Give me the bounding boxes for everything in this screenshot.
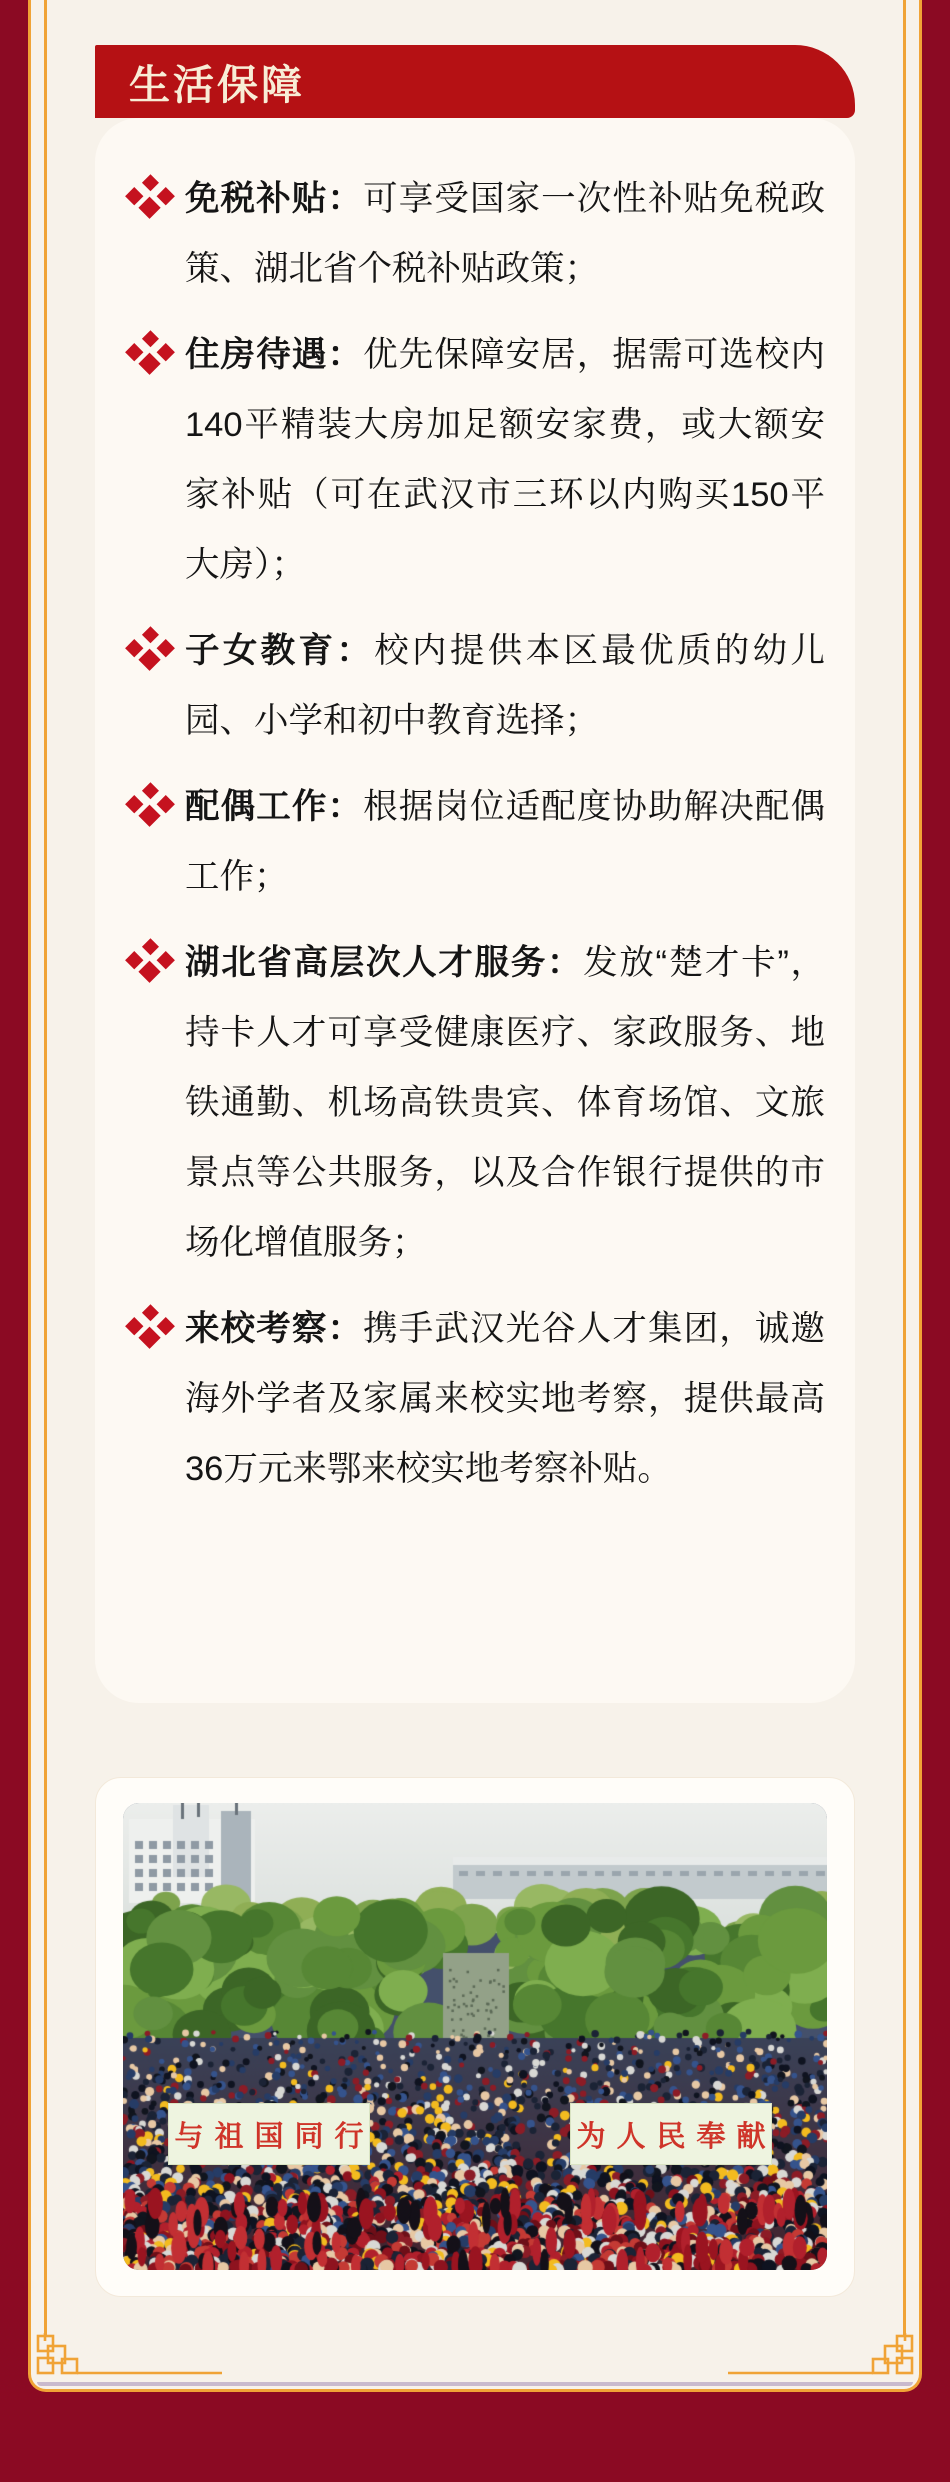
benefit-text: 携手武汉光谷人才集团，诚邀海外学者及家属来校实地考察，提供最高36万元来鄂来校实地考察补贴。 (185, 1310, 826, 1488)
benefit-item (125, 164, 825, 304)
corner-ornament-right (724, 2333, 914, 2381)
benefit-label: 子女教育： (185, 632, 375, 670)
lavender-edge-strip (37, 2382, 913, 2386)
benefit-item (125, 1294, 825, 1504)
benefit-label: 来校考察： (185, 1310, 364, 1348)
left-banner-board (168, 2103, 375, 2165)
benefit-label: 湖北省高层次人才服务： (185, 944, 584, 982)
benefit-item (125, 772, 825, 912)
benefits-card (95, 118, 855, 1703)
content-panel (28, 0, 922, 2392)
right-banner-text: 为人民奉献 (576, 2120, 777, 2153)
diamond-cluster-icon (123, 330, 177, 380)
diamond-cluster-icon (123, 782, 177, 832)
left-banner-text: 与祖国同行 (174, 2120, 375, 2153)
benefit-label: 住房待遇： (185, 336, 364, 374)
corner-ornament-left (36, 2333, 226, 2381)
gold-pinstripe-right (903, 0, 906, 2336)
benefit-text: 优先保障安居，据需可选校内140平精装大房加足额安家费，或大额安家补贴（可在武汉市三环以内购买150平大房）； (185, 336, 826, 584)
benefit-label: 免税补贴： (185, 180, 364, 218)
photo-frame (95, 1777, 855, 2297)
photo-canvas (123, 1803, 827, 2270)
benefit-item (125, 616, 825, 756)
benefit-text: 校内提供本区最优质的幼儿园、小学和初中教育选择； (185, 632, 825, 740)
section-header (95, 45, 855, 118)
section-title: 生活保障 (129, 62, 305, 108)
benefit-text: 可享受国家一次性补贴免税政策、湖北省个税补贴政策； (185, 180, 826, 288)
benefit-label: 配偶工作： (185, 788, 364, 826)
benefit-text: 发放“楚才卡”，持卡人才可享受健康医疗、家政服务、地铁通勤、机场高铁贵宾、体育场馆、文旅景点等公共服务，以及合作银行提供的市场化增值服务； (185, 944, 826, 1262)
diamond-cluster-icon (123, 938, 177, 988)
benefit-item (125, 320, 825, 600)
right-banner-board (570, 2103, 777, 2165)
graduation-photo (123, 1803, 827, 2270)
gold-pinstripe-left (44, 0, 47, 2336)
benefit-item (125, 928, 825, 1278)
benefits-list (125, 164, 825, 1504)
diamond-cluster-icon (123, 174, 177, 224)
benefit-text: 根据岗位适配度协助解决配偶工作； (185, 788, 826, 896)
diamond-cluster-icon (123, 626, 177, 676)
diamond-cluster-icon (123, 1304, 177, 1354)
